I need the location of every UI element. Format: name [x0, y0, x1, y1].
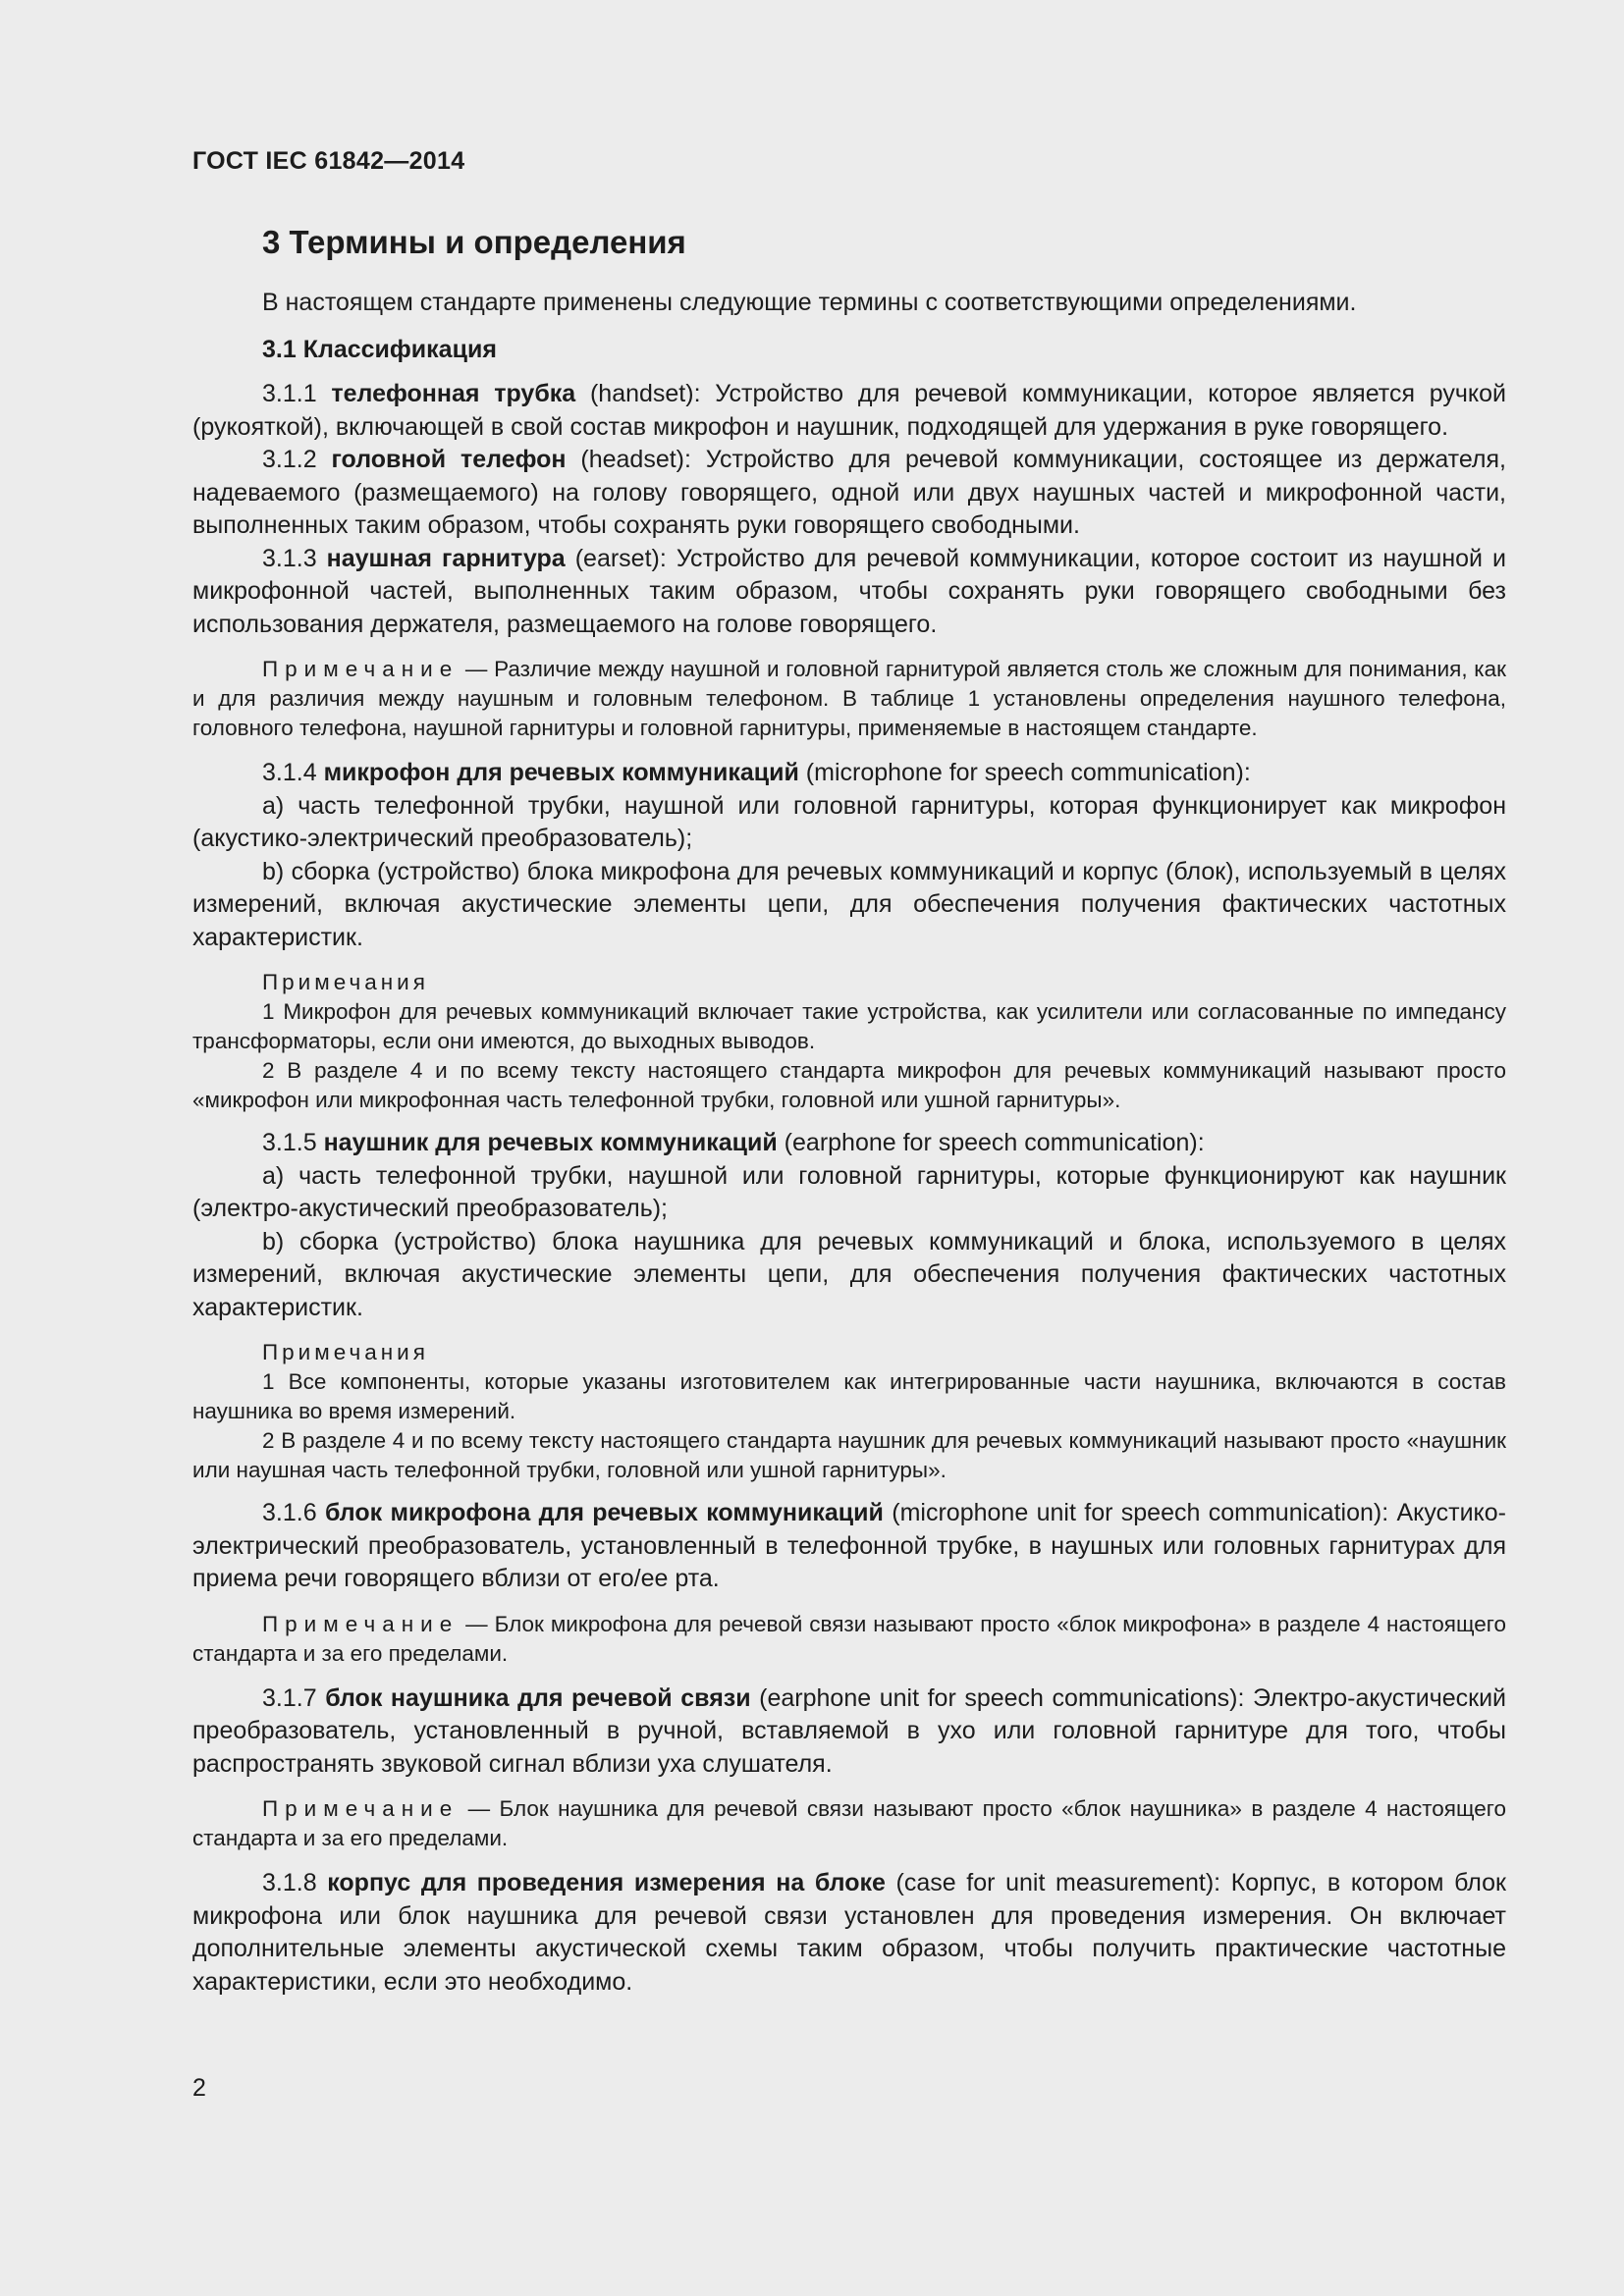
term-number: 3.1.8	[262, 1869, 328, 1896]
term-definition: (headset): Устройство для речевой коммуникации, состоящее из держателя, надеваемого (размещаемого) на голову говорящего, одной или двух наушных частей и микрофонной части, выполненных таким образом, чтобы сохранять руки говорящего свободными.	[192, 446, 1506, 539]
term-definition: (case for unit measurement): Корпус, в котором блок микрофона или блок наушника для речевой связи установлен для проведения измерения. Он включает дополнительные элементы акустической схемы таким образом, чтобы получить практические частотные характеристики, если это необходимо.	[192, 1869, 1506, 1996]
term-definition: (earphone unit for speech communications): Электро-акустический преобразователь, установленный в ручной, вставляемой в ухо или головной гарнитуре для того, чтобы распространять звуковой сигнал вблизи уха слушателя.	[192, 1683, 1506, 1778]
note-dash: —	[459, 1611, 495, 1636]
note-3-1-7	[192, 1794, 1506, 1853]
term-name: наушник для речевых коммуникаций	[323, 1129, 778, 1156]
note-label: Примечание	[262, 657, 460, 681]
term-3-1-8	[192, 1867, 1506, 1999]
term-name: наушная гарнитура	[326, 544, 566, 572]
section-title: 3 Термины и определения	[262, 224, 686, 260]
term-name: телефонная трубка	[331, 380, 576, 407]
note-item: 1 Микрофон для речевых коммуникаций включает такие устройства, как усилители или согласованные по импедансу трансформаторы, если они имеются, до выходных выводов.	[192, 999, 1506, 1053]
note-dash: —	[459, 657, 495, 681]
notes-3-1-4	[192, 968, 1506, 1115]
term-number: 3.1.5	[262, 1129, 324, 1156]
intro-paragraph: В настоящем стандарте применены следующие термины с соответствующими определениями.	[262, 289, 1357, 316]
term-3-1-5	[192, 1127, 1506, 1160]
term-3-1-4	[192, 757, 1506, 790]
term-name: корпус для проведения измерения на блоке	[327, 1869, 886, 1896]
term-number: 3.1.4	[262, 759, 324, 786]
term-name: головной телефон	[331, 446, 567, 473]
term-definition: (handset): Устройство для речевой коммуникации, которое является ручкой (рукояткой), включающей в свой состав микрофон и наушник, подходящей для удержания в руке говорящего.	[192, 380, 1506, 441]
term-name: блок наушника для речевой связи	[325, 1683, 751, 1712]
term-3-1-5-item-b: b) сборка (устройство) блока наушника для речевых коммуникаций и блока, используемого в целях измерений, включая акустические элементы цепи, для обеспечения получения фактических частотных характеристик.	[192, 1227, 1506, 1321]
notes-heading: Примечания	[262, 1340, 429, 1364]
term-number: 3.1.3	[262, 544, 327, 572]
term-number: 3.1.2	[262, 446, 332, 473]
note-text: Блок наушника для речевой связи называют просто «блок наушника» в разделе 4 настоящего стандарта и за его пределами.	[192, 1796, 1506, 1850]
term-3-1-4-item-b: b) сборка (устройство) блока микрофона для речевых коммуникаций и корпус (блок), используемый в целях измерений, включая акустические элементы цепи, для обеспечения получения фактических частотных характеристик.	[192, 857, 1506, 951]
subsection-title: 3.1 Классификация	[262, 336, 497, 363]
term-name: микрофон для речевых коммуникаций	[323, 759, 799, 786]
term-3-1-5-item-a: a) часть телефонной трубки, наушной или головной гарнитуры, которые функционируют как наушник (электро-акустический преобразователь);	[192, 1161, 1506, 1222]
notes-3-1-5	[192, 1338, 1506, 1485]
note-item: 1 Все компоненты, которые указаны изготовителем как интегрированные части наушника, включаются в состав наушника во время измерений.	[192, 1369, 1506, 1423]
term-definition: (earset): Устройство для речевой коммуникации, которое состоит из наушной и микрофонной частей, выполненных таким образом, чтобы сохранять руки говорящего свободными без использования держателя, размещаемого на голове говорящего.	[192, 544, 1506, 638]
term-3-1-7	[192, 1682, 1506, 1782]
note-3-1-3	[192, 655, 1506, 743]
note-dash: —	[459, 1796, 500, 1821]
running-header: ГОСТ IEC 61842—2014	[192, 147, 465, 175]
term-definition: (microphone unit for speech communication): Акустико-электрический преобразователь, установленный в телефонной трубке, в наушных или головных гарнитурах для приема речи говорящего вблизи от его/ее рта.	[192, 1499, 1506, 1592]
page-number: 2	[192, 2074, 206, 2102]
term-name: блок микрофона для речевых коммуникаций	[324, 1499, 884, 1526]
term-3-1-3	[192, 543, 1506, 642]
page-content	[192, 218, 1506, 1999]
notes-heading: Примечания	[262, 970, 429, 994]
term-3-1-6	[192, 1497, 1506, 1596]
note-text: Блок микрофона для речевой связи называют просто «блок микрофона» в разделе 4 настоящего стандарта и за его пределами.	[192, 1611, 1506, 1666]
term-3-1-1	[192, 378, 1506, 444]
term-number: 3.1.7	[262, 1683, 326, 1712]
note-item: 2 В разделе 4 и по всему тексту настоящего стандарта наушник для речевых коммуникаций называют просто «наушник или наушная часть телефонной трубки, головной или ушной гарнитуры».	[192, 1428, 1506, 1482]
note-3-1-6	[192, 1610, 1506, 1669]
note-label: Примечание	[262, 1796, 460, 1821]
term-number: 3.1.6	[262, 1499, 325, 1526]
term-definition: (earphone for speech communication):	[777, 1129, 1205, 1156]
note-item: 2 В разделе 4 и по всему тексту настоящего стандарта микрофон для речевых коммуникаций называют просто «микрофон или микрофонная часть телефонной трубки, головной или ушной гарнитуры».	[192, 1058, 1506, 1112]
term-definition: (microphone for speech communication):	[798, 759, 1251, 786]
term-3-1-2	[192, 444, 1506, 543]
term-3-1-4-item-a: a) часть телефонной трубки, наушной или головной гарнитуры, которая функционирует как микрофон (акустико-электрический преобразователь);	[192, 791, 1506, 852]
note-label: Примечание	[262, 1611, 460, 1636]
note-text: Различие между наушной и головной гарнитурой является столь же сложным для понимания, как и для различия между наушным и головным телефоном. В таблице 1 установлены определения наушного телефона, головного телефона, наушной гарнитуры и головной гарнитуры, применяемые в настоящем стандарте.	[192, 657, 1506, 740]
term-number: 3.1.1	[262, 380, 332, 407]
